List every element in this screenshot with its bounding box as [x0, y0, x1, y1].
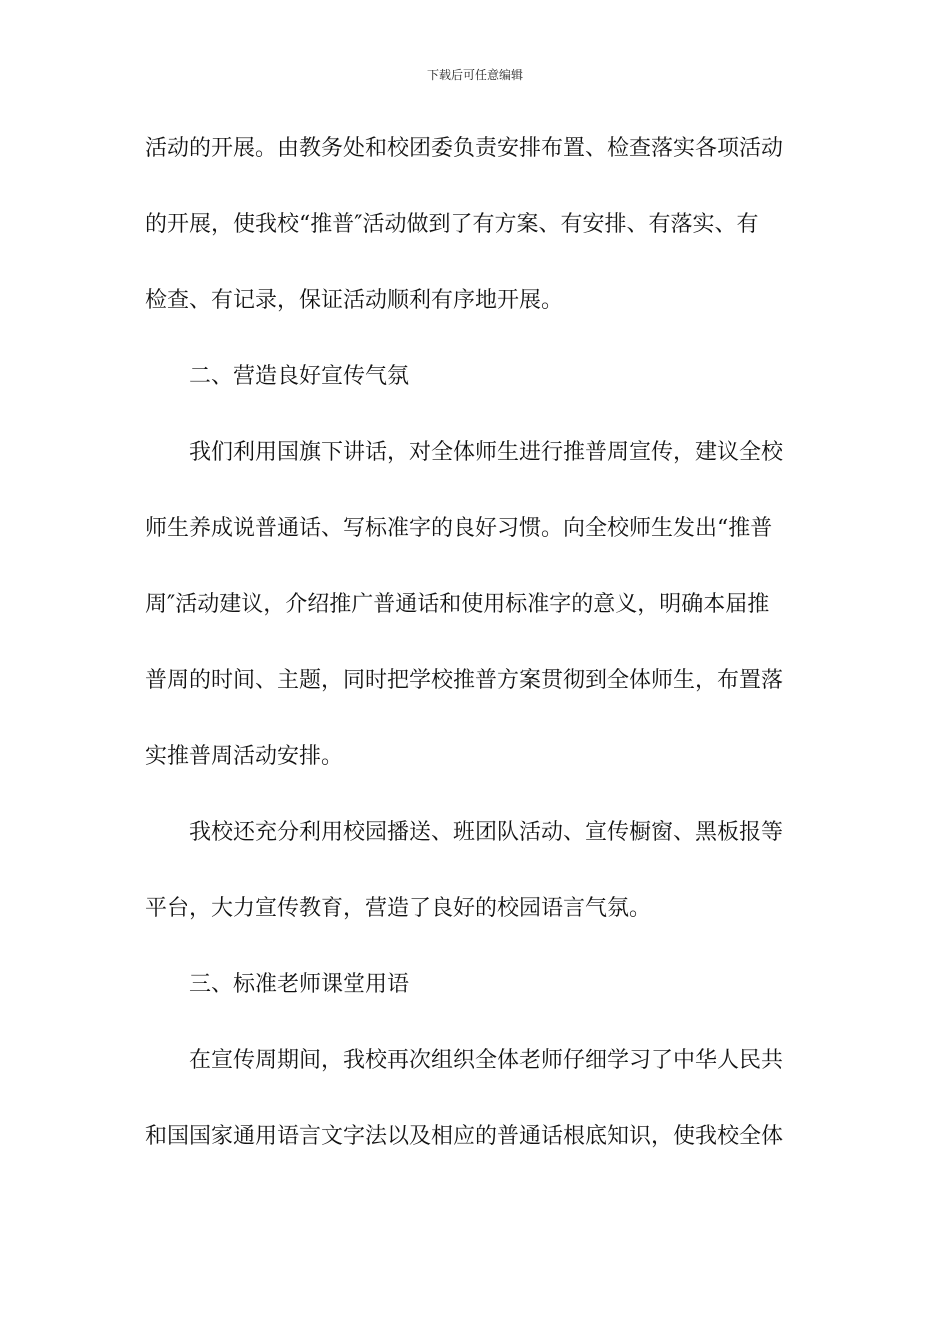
- body-line: 周″活动建议，介绍推广普通话和使用标准字的意义，明确本届推: [145, 592, 770, 617]
- paragraph-start: 我们利用国旗下讲话，对全体师生进行推普周宣传，建议全校: [189, 440, 784, 465]
- paragraph-start: 我校还充分利用校园播送、班团队活动、宣传橱窗、黑板报等: [189, 820, 784, 845]
- body-line: 实推普周活动安排。: [145, 744, 344, 769]
- body-line: 普周的时间、主题，同时把学校推普方案贯彻到全体师生，布置落: [145, 668, 784, 693]
- body-line: 平台，大力宣传教育，营造了良好的校园语言气氛。: [145, 896, 652, 921]
- section-heading-2: 二、营造良好宣传气氛: [189, 364, 410, 389]
- section-heading-3: 三、标准老师课堂用语: [189, 972, 410, 997]
- body-line: 的开展，使我校“推普″活动做到了有方案、有安排、有落实、有: [145, 212, 759, 237]
- body-line: 活动的开展。由教务处和校团委负责安排布置、检查落实各项活动: [145, 136, 784, 161]
- paragraph-start: 在宣传周期间，我校再次组织全体老师仔细学习了中华人民共: [189, 1048, 784, 1073]
- document-body: [145, 130, 805, 1194]
- body-line: 检查、有记录，保证活动顺利有序地开展。: [145, 288, 564, 313]
- page-header-note: 下载后可任意编辑: [426, 68, 523, 82]
- body-line: 师生养成说普通话、写标准字的良好习惯。向全校师生发出“推普: [145, 516, 773, 541]
- body-line: 和国国家通用语言文字法以及相应的普通话根底知识，使我校全体: [145, 1124, 784, 1149]
